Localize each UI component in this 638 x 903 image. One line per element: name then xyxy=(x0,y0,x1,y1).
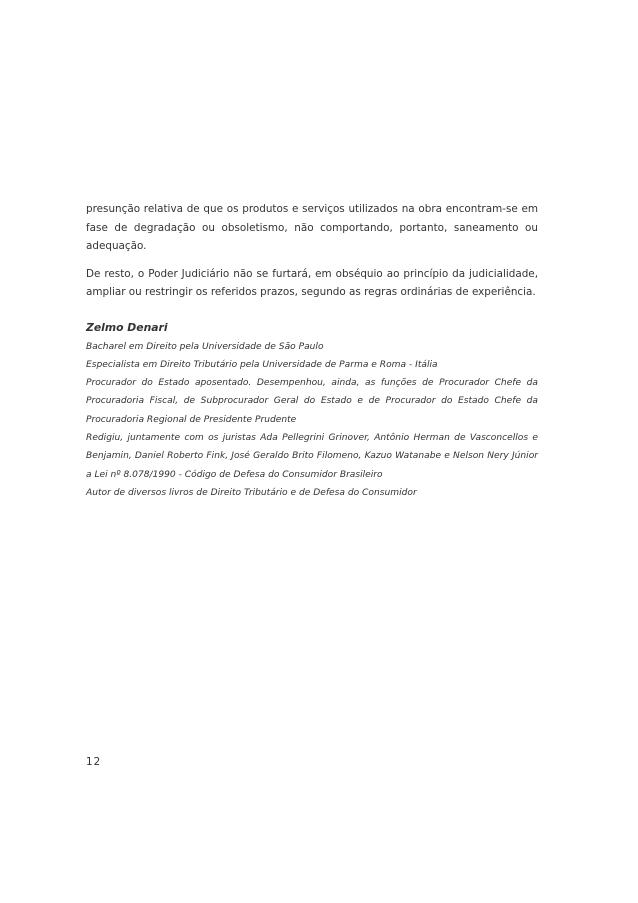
body-paragraph-2: De resto, o Poder Judiciário não se furtará, em obséquio ao princípio da judicialidade, ampliar ou restringir os referidos prazos, segundo as regras ordinárias de experiência. xyxy=(86,267,538,298)
author-name: Zelmo Denari xyxy=(86,320,168,334)
page-number: 12 xyxy=(86,756,102,768)
body-paragraph-1: presunção relativa de que os produtos e serviços utilizados na obra encontram-se em fase de degradação ou obsoletismo, não comportando, portanto, saneamento ou adequação. xyxy=(86,203,538,252)
author-bio-degree: Bacharel em Direito pela Universidade de São Paulo xyxy=(86,341,324,352)
author-bio-co-author: Redigiu, juntamente com os juristas Ada Pellegrini Grinover, Antônio Herman de Vasconcellos e Benjamin, Daniel Roberto Fink, José Geraldo Brito Filomeno, Kazuo Watanabe e Nelson Nery Júnior a Lei nº 8.078/1990 - Código de Defesa do Consumidor Brasileiro xyxy=(86,432,538,480)
author-block xyxy=(86,319,538,503)
author-bio-books: Autor de diversos livros de Direito Tributário e de Defesa do Consumidor xyxy=(86,487,417,498)
author-bio-specialization: Especialista em Direito Tributário pela Universidade de Parma e Roma - Itália xyxy=(86,359,438,370)
author-bio-career: Procurador do Estado aposentado. Desempenhou, ainda, as funções de Procurador Chefe da Procuradoria Fiscal, de Subprocurador Geral do Estado e de Procurador do Estado Chefe da Procuradoria Regional de Presidente Prudente xyxy=(86,378,538,425)
page-content xyxy=(86,200,538,502)
